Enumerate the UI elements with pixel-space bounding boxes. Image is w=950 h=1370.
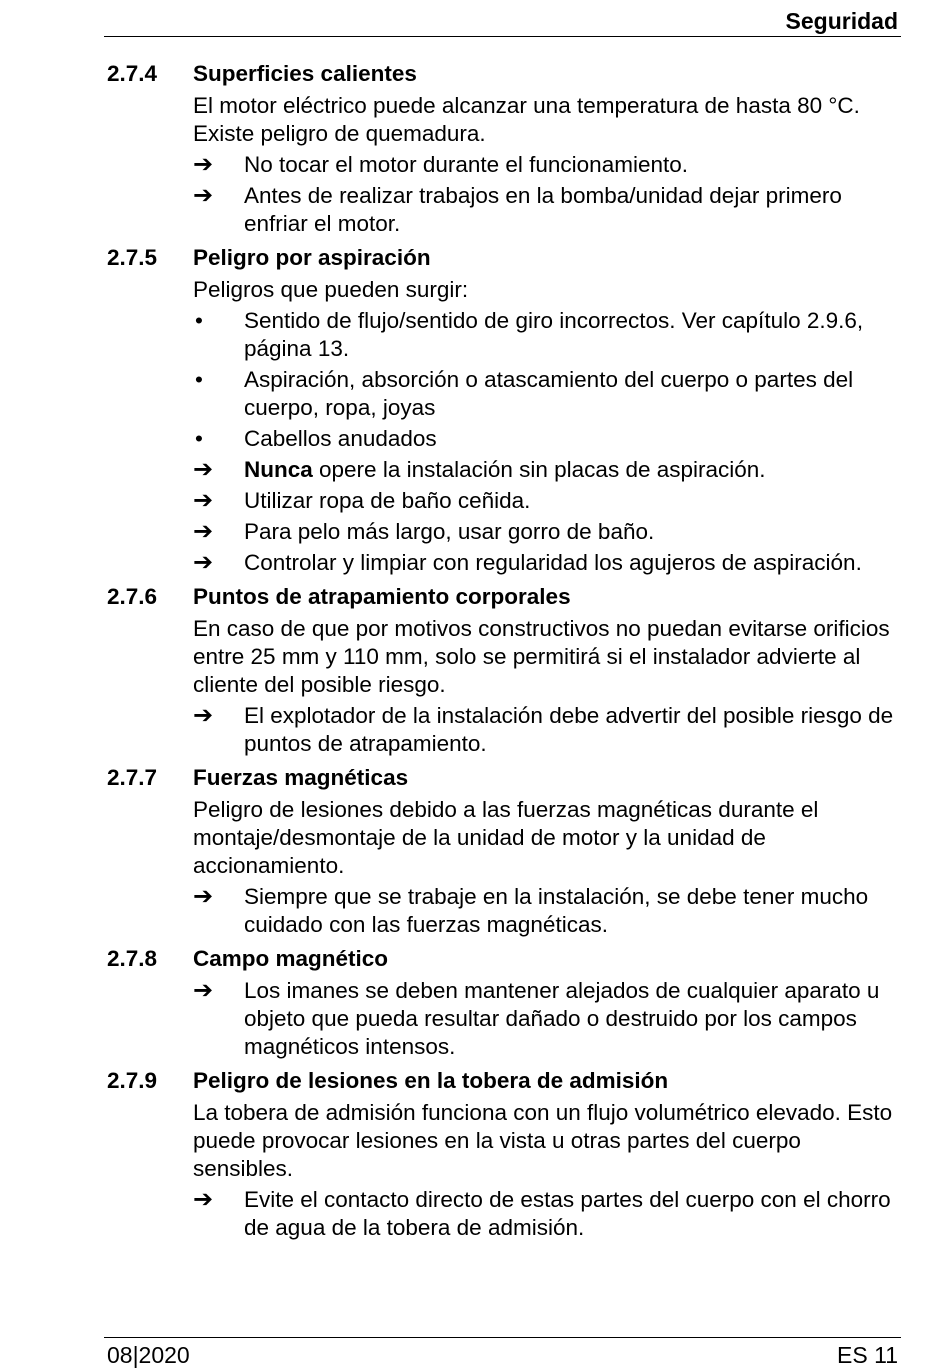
instruction-item bbox=[193, 487, 903, 515]
section-number: 2.7.6 bbox=[107, 584, 158, 609]
section-number: 2.7.5 bbox=[107, 245, 158, 270]
instruction-item bbox=[193, 1186, 903, 1242]
instruction-text: Evite el contacto directo de estas partes del cuerpo con el chorro de agua de la tobera de admisión. bbox=[244, 1187, 891, 1240]
bullet-text: Cabellos anudados bbox=[244, 426, 437, 451]
instruction-item bbox=[193, 182, 903, 238]
section-heading bbox=[0, 580, 950, 613]
section-title: Superficies calientes bbox=[193, 61, 417, 86]
instruction-item bbox=[193, 151, 903, 179]
section-title: Fuerzas magnéticas bbox=[193, 765, 409, 790]
emphasis-text: Nunca bbox=[244, 457, 313, 482]
section-2-7-4 bbox=[0, 57, 950, 238]
bullet-icon: • bbox=[195, 426, 203, 451]
bullet-icon: • bbox=[195, 367, 203, 392]
footer-page-number: ES 11 bbox=[837, 1342, 898, 1368]
instruction-text: Controlar y limpiar con regularidad los agujeros de aspiración. bbox=[244, 550, 862, 575]
bullet-icon: • bbox=[195, 308, 203, 333]
section-2-7-9 bbox=[0, 1064, 950, 1242]
page-header-title: Seguridad bbox=[785, 8, 898, 34]
bullet-item bbox=[193, 425, 903, 453]
section-2-7-7 bbox=[0, 761, 950, 939]
bullet-item bbox=[193, 366, 903, 422]
arrow-right-icon: ➔ bbox=[193, 151, 214, 178]
arrow-right-icon: ➔ bbox=[193, 549, 214, 576]
arrow-right-icon: ➔ bbox=[193, 487, 214, 514]
section-heading bbox=[0, 942, 950, 975]
section-heading bbox=[0, 241, 950, 274]
instruction-text-rest: opere la instalación sin placas de aspiración. bbox=[312, 457, 766, 482]
instruction-item bbox=[193, 549, 903, 577]
instruction-item bbox=[193, 702, 903, 758]
bullet-item bbox=[193, 307, 903, 363]
section-2-7-8 bbox=[0, 942, 950, 1061]
document-body bbox=[0, 57, 950, 1245]
section-title: Campo magnético bbox=[193, 946, 389, 971]
footer-rule bbox=[104, 1337, 901, 1338]
section-number: 2.7.4 bbox=[107, 61, 158, 86]
arrow-right-icon: ➔ bbox=[193, 518, 214, 545]
arrow-right-icon: ➔ bbox=[193, 702, 214, 729]
section-number: 2.7.8 bbox=[107, 946, 158, 971]
instruction-item bbox=[193, 883, 903, 939]
footer-date: 08|2020 bbox=[107, 1342, 190, 1368]
instruction-text: Para pelo más largo, usar gorro de baño. bbox=[244, 519, 655, 544]
section-intro: La tobera de admisión funciona con un flujo volumétrico elevado. Esto puede provocar lesiones en la vista u otras partes del cuerpo sensibles. bbox=[193, 1100, 893, 1181]
instruction-text: Los imanes se deben mantener alejados de cualquier aparato u objeto que pueda resultar dañado o destruido por los campos magnéticos intensos. bbox=[244, 978, 880, 1059]
section-heading bbox=[0, 57, 950, 90]
section-2-7-5 bbox=[0, 241, 950, 577]
arrow-right-icon: ➔ bbox=[193, 883, 214, 910]
bullet-text: Sentido de flujo/sentido de giro incorrectos. Ver capítulo 2.9.6, página 13. bbox=[244, 308, 864, 361]
section-intro: Peligro de lesiones debido a las fuerzas magnéticas durante el montaje/desmontaje de la unidad de motor y la unidad de accionamiento. bbox=[193, 797, 819, 878]
bullet-text: Aspiración, absorción o atascamiento del cuerpo o partes del cuerpo, ropa, joyas bbox=[244, 367, 854, 420]
arrow-right-icon: ➔ bbox=[193, 977, 214, 1004]
section-title: Puntos de atrapamiento corporales bbox=[193, 584, 571, 609]
arrow-right-icon: ➔ bbox=[193, 182, 214, 209]
instruction-text: Siempre que se trabaje en la instalación, se debe tener mucho cuidado con las fuerzas magnéticas. bbox=[244, 884, 869, 937]
section-number: 2.7.9 bbox=[107, 1068, 158, 1093]
section-intro: Peligros que pueden surgir: bbox=[193, 277, 469, 302]
section-number: 2.7.7 bbox=[107, 765, 158, 790]
section-heading bbox=[0, 1064, 950, 1097]
instruction-item bbox=[193, 977, 903, 1061]
section-title: Peligro de lesiones en la tobera de admisión bbox=[193, 1068, 669, 1093]
instruction-text: El explotador de la instalación debe advertir del posible riesgo de puntos de atrapamiento. bbox=[244, 703, 894, 756]
section-2-7-6 bbox=[0, 580, 950, 758]
section-title: Peligro por aspiración bbox=[193, 245, 431, 270]
header-rule bbox=[104, 36, 901, 37]
section-heading bbox=[0, 761, 950, 794]
section-intro: El motor eléctrico puede alcanzar una temperatura de hasta 80 °C. Existe peligro de quemadura. bbox=[193, 93, 860, 146]
instruction-text: No tocar el motor durante el funcionamiento. bbox=[244, 152, 688, 177]
instruction-item bbox=[193, 518, 903, 546]
arrow-right-icon: ➔ bbox=[193, 456, 214, 483]
instruction-text: Utilizar ropa de baño ceñida. bbox=[244, 488, 531, 513]
instruction-text bbox=[244, 456, 903, 484]
arrow-right-icon: ➔ bbox=[193, 1186, 214, 1213]
instruction-item bbox=[193, 456, 903, 484]
instruction-text: Antes de realizar trabajos en la bomba/unidad dejar primero enfriar el motor. bbox=[244, 183, 842, 236]
section-intro: En caso de que por motivos constructivos no puedan evitarse orificios entre 25 mm y 110 mm, solo se permitirá si el instalador advierte al cliente del posible riesgo. bbox=[193, 616, 890, 697]
